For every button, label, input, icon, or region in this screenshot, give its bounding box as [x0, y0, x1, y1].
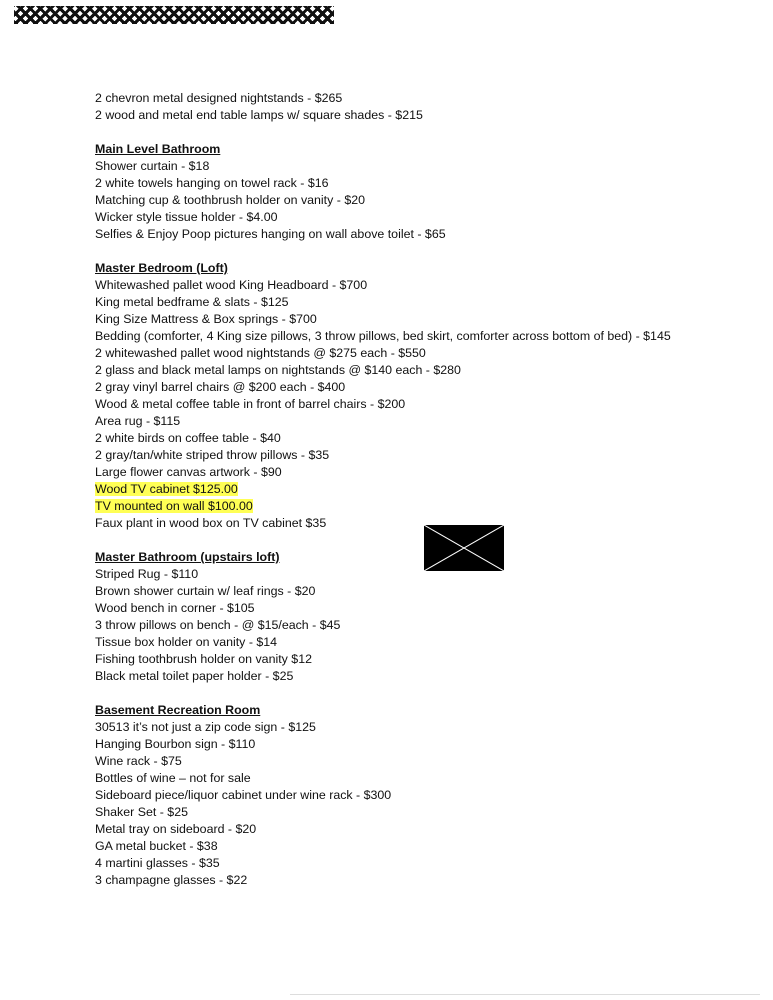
list-item: 2 wood and metal end table lamps w/ square shades - $215	[95, 108, 423, 122]
list-item: Large flower canvas artwork - $90	[95, 465, 282, 479]
list-item-highlighted	[95, 498, 735, 515]
list-item: Brown shower curtain w/ leaf rings - $20	[95, 584, 316, 598]
redaction-cross-icon	[424, 525, 504, 571]
list-item: 2 whitewashed pallet wood nightstands @ $275 each - $550	[95, 346, 426, 360]
page-edge-rule	[290, 994, 760, 995]
list-item: 2 gray vinyl barrel chairs @ $200 each - $400	[95, 380, 346, 394]
redacted-header-block	[14, 6, 334, 24]
list-item: Bedding (comforter, 4 King size pillows, 3 throw pillows, bed skirt, comforter across bottom of bed) - $145	[95, 329, 671, 343]
list-item: 3 champagne glasses - $22	[95, 873, 248, 887]
section-master-bedroom	[95, 260, 735, 532]
list-item: Black metal toilet paper holder - $25	[95, 669, 294, 683]
list-item: 2 white birds on coffee table - $40	[95, 431, 281, 445]
list-item: Wood bench in corner - $105	[95, 601, 255, 615]
list-item: 3 throw pillows on bench - @ $15/each - $45	[95, 618, 341, 632]
list-item: King Size Mattress & Box springs - $700	[95, 312, 317, 326]
list-item: Tissue box holder on vanity - $14	[95, 635, 278, 649]
section-heading: Basement Recreation Room	[95, 703, 261, 717]
list-item: GA metal bucket - $38	[95, 839, 218, 853]
redacted-image-box	[424, 525, 504, 571]
inventory-list	[95, 90, 735, 889]
list-item: 2 gray/tan/white striped throw pillows - $35	[95, 448, 330, 462]
section-heading: Master Bathroom (upstairs loft)	[95, 550, 280, 564]
list-item: Wood & metal coffee table in front of barrel chairs - $200	[95, 397, 406, 411]
section-heading: Master Bedroom (Loft)	[95, 261, 228, 275]
list-item: 2 white towels hanging on towel rack - $16	[95, 176, 329, 190]
list-item: King metal bedframe & slats - $125	[95, 295, 289, 309]
list-item: Shaker Set - $25	[95, 805, 188, 819]
list-item: Whitewashed pallet wood King Headboard - $700	[95, 278, 368, 292]
list-item: 2 glass and black metal lamps on nightstands @ $140 each - $280	[95, 363, 461, 377]
list-item: Faux plant in wood box on TV cabinet $35	[95, 516, 327, 530]
section-heading: Main Level Bathroom	[95, 142, 221, 156]
list-item: Selfies & Enjoy Poop pictures hanging on wall above toilet - $65	[95, 227, 446, 241]
highlight-text: Wood TV cabinet $125.00	[95, 482, 238, 496]
list-item: Metal tray on sideboard - $20	[95, 822, 257, 836]
list-item: Wicker style tissue holder - $4.00	[95, 210, 278, 224]
list-item: Sideboard piece/liquor cabinet under wine rack - $300	[95, 788, 392, 802]
list-item: Bottles of wine – not for sale	[95, 771, 251, 785]
list-item: Fishing toothbrush holder on vanity $12	[95, 652, 312, 666]
list-item: 30513 it’s not just a zip code sign - $125	[95, 720, 316, 734]
highlight-text: TV mounted on wall $100.00	[95, 499, 253, 513]
section-master-bathroom	[95, 549, 735, 685]
list-item: Area rug - $115	[95, 414, 181, 428]
section-basement-recreation-room	[95, 702, 735, 889]
list-item: Wine rack - $75	[95, 754, 182, 768]
list-item: Hanging Bourbon sign - $110	[95, 737, 256, 751]
list-item: Shower curtain - $18	[95, 159, 210, 173]
list-item-highlighted	[95, 481, 735, 498]
list-item: Matching cup & toothbrush holder on vanity - $20	[95, 193, 366, 207]
list-item: Striped Rug - $110	[95, 567, 199, 581]
section-main-level-bathroom	[95, 141, 735, 243]
list-item: 4 martini glasses - $35	[95, 856, 220, 870]
list-item: 2 chevron metal designed nightstands - $265	[95, 91, 343, 105]
